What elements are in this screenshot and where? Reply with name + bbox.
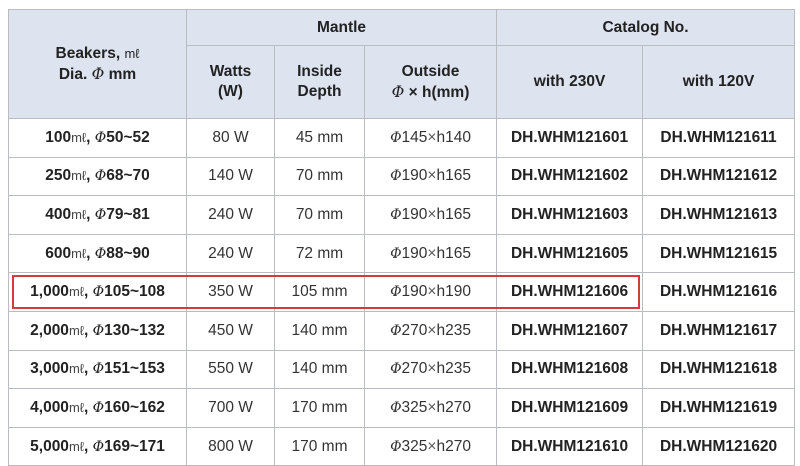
phi-symbol: Φ — [390, 322, 402, 339]
phi-symbol: Φ — [92, 322, 105, 339]
catalog-230v-cell: DH.WHM121603 — [497, 196, 643, 235]
depth-cell: 140 mm — [275, 350, 365, 389]
outside-cell — [365, 119, 497, 158]
outside-diameter: 145 — [401, 128, 428, 146]
depth-cell: 70 mm — [275, 196, 365, 235]
watts-cell: 80 W — [187, 119, 275, 158]
outside-header-line2: × h(mm) — [404, 83, 470, 101]
beakers-header-dia: Dia. — [58, 65, 92, 83]
beaker-cell — [9, 273, 187, 312]
depth-cell: 105 mm — [275, 273, 365, 312]
depth-cell: 140 mm — [275, 311, 365, 350]
outside-cell — [365, 234, 497, 273]
catalog-120v-cell: DH.WHM121613 — [643, 196, 795, 235]
depth-cell: 45 mm — [275, 119, 365, 158]
table-row — [9, 350, 795, 389]
beaker-diameter: 160~162 — [104, 398, 165, 416]
beaker-diameter: 130~132 — [104, 321, 165, 339]
phi-symbol: Φ — [390, 399, 402, 416]
catalog-120v-cell: DH.WHM121616 — [643, 273, 795, 312]
beaker-volume: 250 — [45, 167, 72, 185]
table-row — [9, 311, 795, 350]
beaker-unit: mℓ — [68, 438, 84, 454]
phi-symbol: Φ — [92, 438, 105, 455]
beaker-diameter: 50~52 — [106, 128, 150, 146]
outside-cell — [365, 311, 497, 350]
outside-height: h140 — [436, 128, 471, 146]
beaker-sep: , — [83, 437, 93, 455]
with-230v-header: with 230V — [497, 46, 643, 119]
watts-cell: 350 W — [187, 273, 275, 312]
watts-cell: 450 W — [187, 311, 275, 350]
beaker-volume: 4,000 — [30, 398, 69, 416]
beaker-unit: mℓ — [68, 322, 84, 338]
beaker-unit: mℓ — [68, 399, 84, 415]
beaker-cell — [9, 157, 187, 196]
times-symbol: × — [427, 167, 437, 185]
outside-header-line1: Outside — [401, 62, 460, 80]
watts-cell: 240 W — [187, 196, 275, 235]
outside-cell — [365, 427, 497, 466]
table-row — [9, 119, 795, 158]
beaker-sep: , — [86, 167, 95, 185]
watts-header — [187, 46, 275, 119]
beaker-unit: mℓ — [71, 206, 87, 222]
phi-symbol: Φ — [390, 245, 402, 262]
beaker-cell — [9, 311, 187, 350]
beaker-diameter: 68~70 — [106, 167, 150, 185]
beaker-volume: 3,000 — [30, 360, 69, 378]
beaker-volume: 600 — [45, 244, 72, 262]
outside-diameter: 190 — [401, 283, 428, 301]
catalog-120v-cell: DH.WHM121619 — [643, 389, 795, 428]
beaker-sep: , — [83, 360, 93, 378]
outside-height: h165 — [436, 244, 471, 262]
beaker-sep: , — [83, 283, 93, 301]
catalog-230v-cell: DH.WHM121606 — [497, 273, 643, 312]
times-symbol: × — [427, 128, 437, 146]
outside-height: h235 — [436, 321, 471, 339]
beaker-unit: mℓ — [68, 361, 84, 377]
outside-diameter: 190 — [401, 205, 428, 223]
outside-cell — [365, 389, 497, 428]
outside-height: h165 — [436, 167, 471, 185]
outside-header — [365, 46, 497, 119]
phi-symbol: Φ — [91, 64, 105, 83]
depth-cell: 70 mm — [275, 157, 365, 196]
catalog-230v-cell: DH.WHM121609 — [497, 389, 643, 428]
with-120v-header: with 120V — [643, 46, 795, 119]
mantle-header: Mantle — [187, 10, 497, 46]
outside-height: h235 — [436, 360, 471, 378]
depth-cell: 72 mm — [275, 234, 365, 273]
beaker-cell — [9, 389, 187, 428]
phi-symbol: Φ — [92, 284, 105, 301]
beaker-sep: , — [86, 244, 95, 262]
times-symbol: × — [427, 360, 437, 378]
catalog-230v-cell: DH.WHM121605 — [497, 234, 643, 273]
watts-cell: 240 W — [187, 234, 275, 273]
watts-header-line2: (W) — [218, 83, 243, 100]
beaker-diameter: 88~90 — [106, 244, 150, 262]
spec-table — [8, 9, 795, 466]
times-symbol: × — [427, 437, 437, 455]
catalog-230v-cell: DH.WHM121608 — [497, 350, 643, 389]
outside-height: h270 — [436, 398, 471, 416]
beakers-header-label: Beakers, — [55, 44, 125, 62]
catalog-header: Catalog No. — [497, 10, 795, 46]
beaker-volume: 400 — [45, 205, 72, 223]
beaker-sep: , — [86, 205, 95, 223]
catalog-230v-cell: DH.WHM121601 — [497, 119, 643, 158]
catalog-120v-cell: DH.WHM121612 — [643, 157, 795, 196]
table-row — [9, 427, 795, 466]
outside-diameter: 325 — [401, 437, 428, 455]
outside-cell — [365, 350, 497, 389]
phi-symbol: Φ — [390, 438, 402, 455]
beaker-volume: 5,000 — [30, 437, 69, 455]
beakers-header-unit: mℓ — [124, 45, 140, 61]
table-row — [9, 157, 795, 196]
times-symbol: × — [427, 398, 437, 416]
beaker-volume: 1,000 — [30, 283, 69, 301]
phi-symbol: Φ — [94, 245, 107, 262]
beakers-header-mm: mm — [104, 65, 137, 83]
beaker-sep: , — [86, 128, 95, 146]
header-row-top — [9, 10, 795, 46]
inside-header-line1: Inside — [297, 63, 342, 80]
beaker-unit: mℓ — [68, 284, 84, 300]
times-symbol: × — [427, 244, 437, 262]
phi-symbol: Φ — [94, 129, 107, 146]
catalog-120v-cell: DH.WHM121618 — [643, 350, 795, 389]
watts-cell: 140 W — [187, 157, 275, 196]
table-row — [9, 273, 795, 312]
beaker-cell — [9, 196, 187, 235]
times-symbol: × — [427, 283, 437, 301]
times-symbol: × — [427, 321, 437, 339]
phi-symbol: Φ — [390, 206, 402, 223]
beaker-unit: mℓ — [71, 245, 87, 261]
depth-cell: 170 mm — [275, 427, 365, 466]
table-row — [9, 234, 795, 273]
outside-height: h270 — [436, 437, 471, 455]
beaker-volume: 2,000 — [30, 321, 69, 339]
phi-symbol: Φ — [390, 284, 402, 301]
watts-cell: 800 W — [187, 427, 275, 466]
outside-diameter: 270 — [401, 360, 428, 378]
phi-symbol: Φ — [390, 361, 402, 378]
watts-cell: 700 W — [187, 389, 275, 428]
beaker-sep: , — [83, 321, 93, 339]
inside-header-line2: Depth — [297, 83, 342, 100]
beaker-cell — [9, 427, 187, 466]
beaker-diameter: 79~81 — [106, 205, 150, 223]
outside-cell — [365, 196, 497, 235]
catalog-230v-cell: DH.WHM121602 — [497, 157, 643, 196]
catalog-120v-cell: DH.WHM121611 — [643, 119, 795, 158]
beaker-sep: , — [83, 398, 93, 416]
watts-cell: 550 W — [187, 350, 275, 389]
phi-symbol: Φ — [94, 168, 107, 185]
watts-header-line1: Watts — [209, 63, 252, 80]
phi-symbol: Φ — [92, 399, 105, 416]
phi-symbol: Φ — [390, 168, 402, 185]
outside-diameter: 270 — [401, 321, 428, 339]
beaker-unit: mℓ — [71, 129, 87, 145]
beaker-cell — [9, 119, 187, 158]
phi-symbol: Φ — [390, 129, 402, 146]
table-row — [9, 196, 795, 235]
beakers-header — [9, 10, 187, 119]
outside-diameter: 325 — [401, 398, 428, 416]
outside-diameter: 190 — [401, 244, 428, 262]
outside-height: h165 — [436, 205, 471, 223]
outside-cell — [365, 157, 497, 196]
catalog-120v-cell: DH.WHM121615 — [643, 234, 795, 273]
phi-symbol: Φ — [391, 82, 405, 101]
catalog-230v-cell: DH.WHM121607 — [497, 311, 643, 350]
outside-cell — [365, 273, 497, 312]
inside-depth-header — [275, 46, 365, 119]
table-row — [9, 389, 795, 428]
beaker-diameter: 169~171 — [104, 437, 165, 455]
beaker-diameter: 105~108 — [104, 283, 165, 301]
beaker-volume: 100 — [45, 128, 72, 146]
outside-diameter: 190 — [401, 167, 428, 185]
beaker-cell — [9, 234, 187, 273]
beaker-unit: mℓ — [71, 168, 87, 184]
beaker-diameter: 151~153 — [104, 360, 165, 378]
depth-cell: 170 mm — [275, 389, 365, 428]
beaker-cell — [9, 350, 187, 389]
catalog-230v-cell: DH.WHM121610 — [497, 427, 643, 466]
outside-height: h190 — [436, 283, 471, 301]
phi-symbol: Φ — [94, 206, 107, 223]
catalog-120v-cell: DH.WHM121620 — [643, 427, 795, 466]
times-symbol: × — [427, 205, 437, 223]
catalog-120v-cell: DH.WHM121617 — [643, 311, 795, 350]
phi-symbol: Φ — [92, 361, 105, 378]
